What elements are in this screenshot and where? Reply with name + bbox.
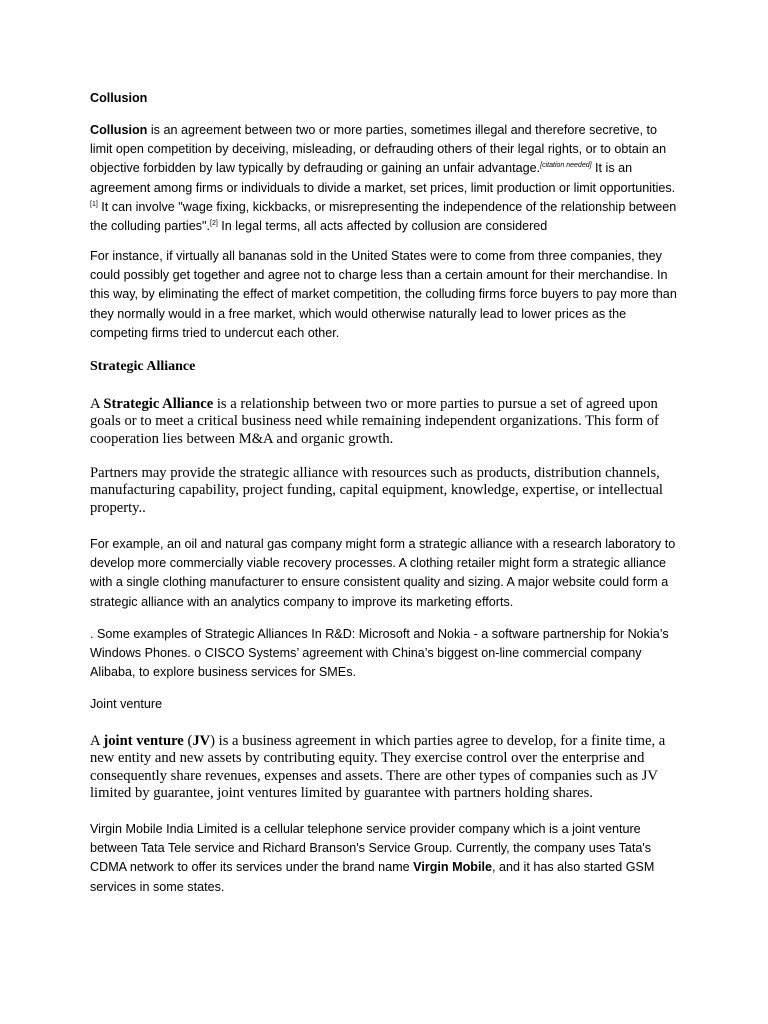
collusion-text-3: It can involve "wage fixing, kickbacks, or misrepresenting the independence of the relationship between the colluding parties".	[90, 199, 677, 234]
paragraph-collusion-example: For instance, if virtually all bananas sold in the United States were to come from three companies, they could possibly get together and agree not to charge less than a certain amount for their merchandise. In this way, by eliminating the effect of market competition, the colluding firms force buyers to pay more than they normally would in a free market, which would otherwise naturally lead to lower prices as the competing firms tried to undercut each other.	[90, 249, 677, 340]
strategic-text-pre: A	[90, 396, 104, 412]
heading-joint-venture: Joint venture	[90, 697, 163, 711]
paragraph-virgin-mobile	[90, 820, 680, 897]
citation-needed: [citation needed]	[540, 162, 592, 170]
heading-strategic-alliance: Strategic Alliance	[90, 359, 196, 374]
paragraph-strategic-definition	[90, 396, 680, 448]
paragraph-collusion-definition	[90, 121, 680, 236]
paragraph-strategic-resources: Partners may provide the strategic alliance with resources such as products, distribution channels, manufacturing capability, project funding, capital equipment, knowledge, expertise, or intellectual property..	[90, 465, 663, 516]
collusion-text-4: In legal terms, all acts affected by collusion are considered	[217, 219, 548, 234]
virgin-text-1: Virgin Mobile India Limited is a cellular telephone service provider company which is a joint venture between Tata Tele service and Richard Branson's Service Group. Currently, the company uses Tata's CDMA network to offer its services under the brand name	[90, 822, 652, 875]
reference-1: [1]	[90, 200, 98, 208]
jv-text-pre: A	[90, 733, 104, 749]
jv-text-mid: (	[183, 733, 193, 749]
paragraph-jv-definition	[90, 733, 680, 803]
term-strategic-alliance: Strategic Alliance	[103, 396, 214, 412]
jv-text-rest: ) is a business agreement in which parties agree to develop, for a finite time, a new entity and new assets by contributing equity. They exercise control over the enterprise and consequently share revenues, expenses and assets. There are other types of companies such as JV limited by guarantee, joint ventures limited by guarantee with partners holding shares.	[90, 733, 666, 802]
term-joint-venture: joint venture	[103, 733, 184, 749]
brand-virgin-mobile: Virgin Mobile	[413, 860, 493, 875]
paragraph-strategic-rd-examples: . Some examples of Strategic Alliances In R&D: Microsoft and Nokia - a software partnership for Nokia’s Windows Phones. o CISCO Systems’ agreement with China’s biggest on-line commercial company Alibaba, to explore business services for SMEs.	[90, 627, 669, 680]
reference-2: [2]	[210, 220, 218, 228]
collusion-text-1: is an agreement between two or more parties, sometimes illegal and therefore secretive, to limit open competition by deceiving, misleading, or defrauding others of their legal rights, or to obtain an objective forbidden by law typically by defrauding or gaining an unfair advantage.	[90, 123, 667, 176]
term-jv-abbreviation: JV	[192, 733, 211, 749]
virgin-text-2: , and it has also started GSM services in some states.	[90, 860, 655, 894]
heading-collusion: Collusion	[90, 91, 148, 105]
collusion-text-2: It is an agreement among firms or individuals to divide a market, set prices, limit production or limit opportunities.	[90, 161, 676, 195]
strategic-text-rest: is a relationship between two or more parties to pursue a set of agreed upon goals or to meet a critical business need while remaining independent organizations. This form of cooperation lies between M&A and organic growth.	[90, 396, 659, 447]
term-collusion: Collusion	[90, 123, 148, 137]
paragraph-strategic-example: For example, an oil and natural gas company might form a strategic alliance with a research laboratory to develop more commercially viable recovery processes. A clothing retailer might form a strategic alliance with a single clothing manufacturer to ensure consistent quality and sizing. A major website could form a strategic alliance with an analytics company to improve its marketing efforts.	[90, 537, 676, 609]
